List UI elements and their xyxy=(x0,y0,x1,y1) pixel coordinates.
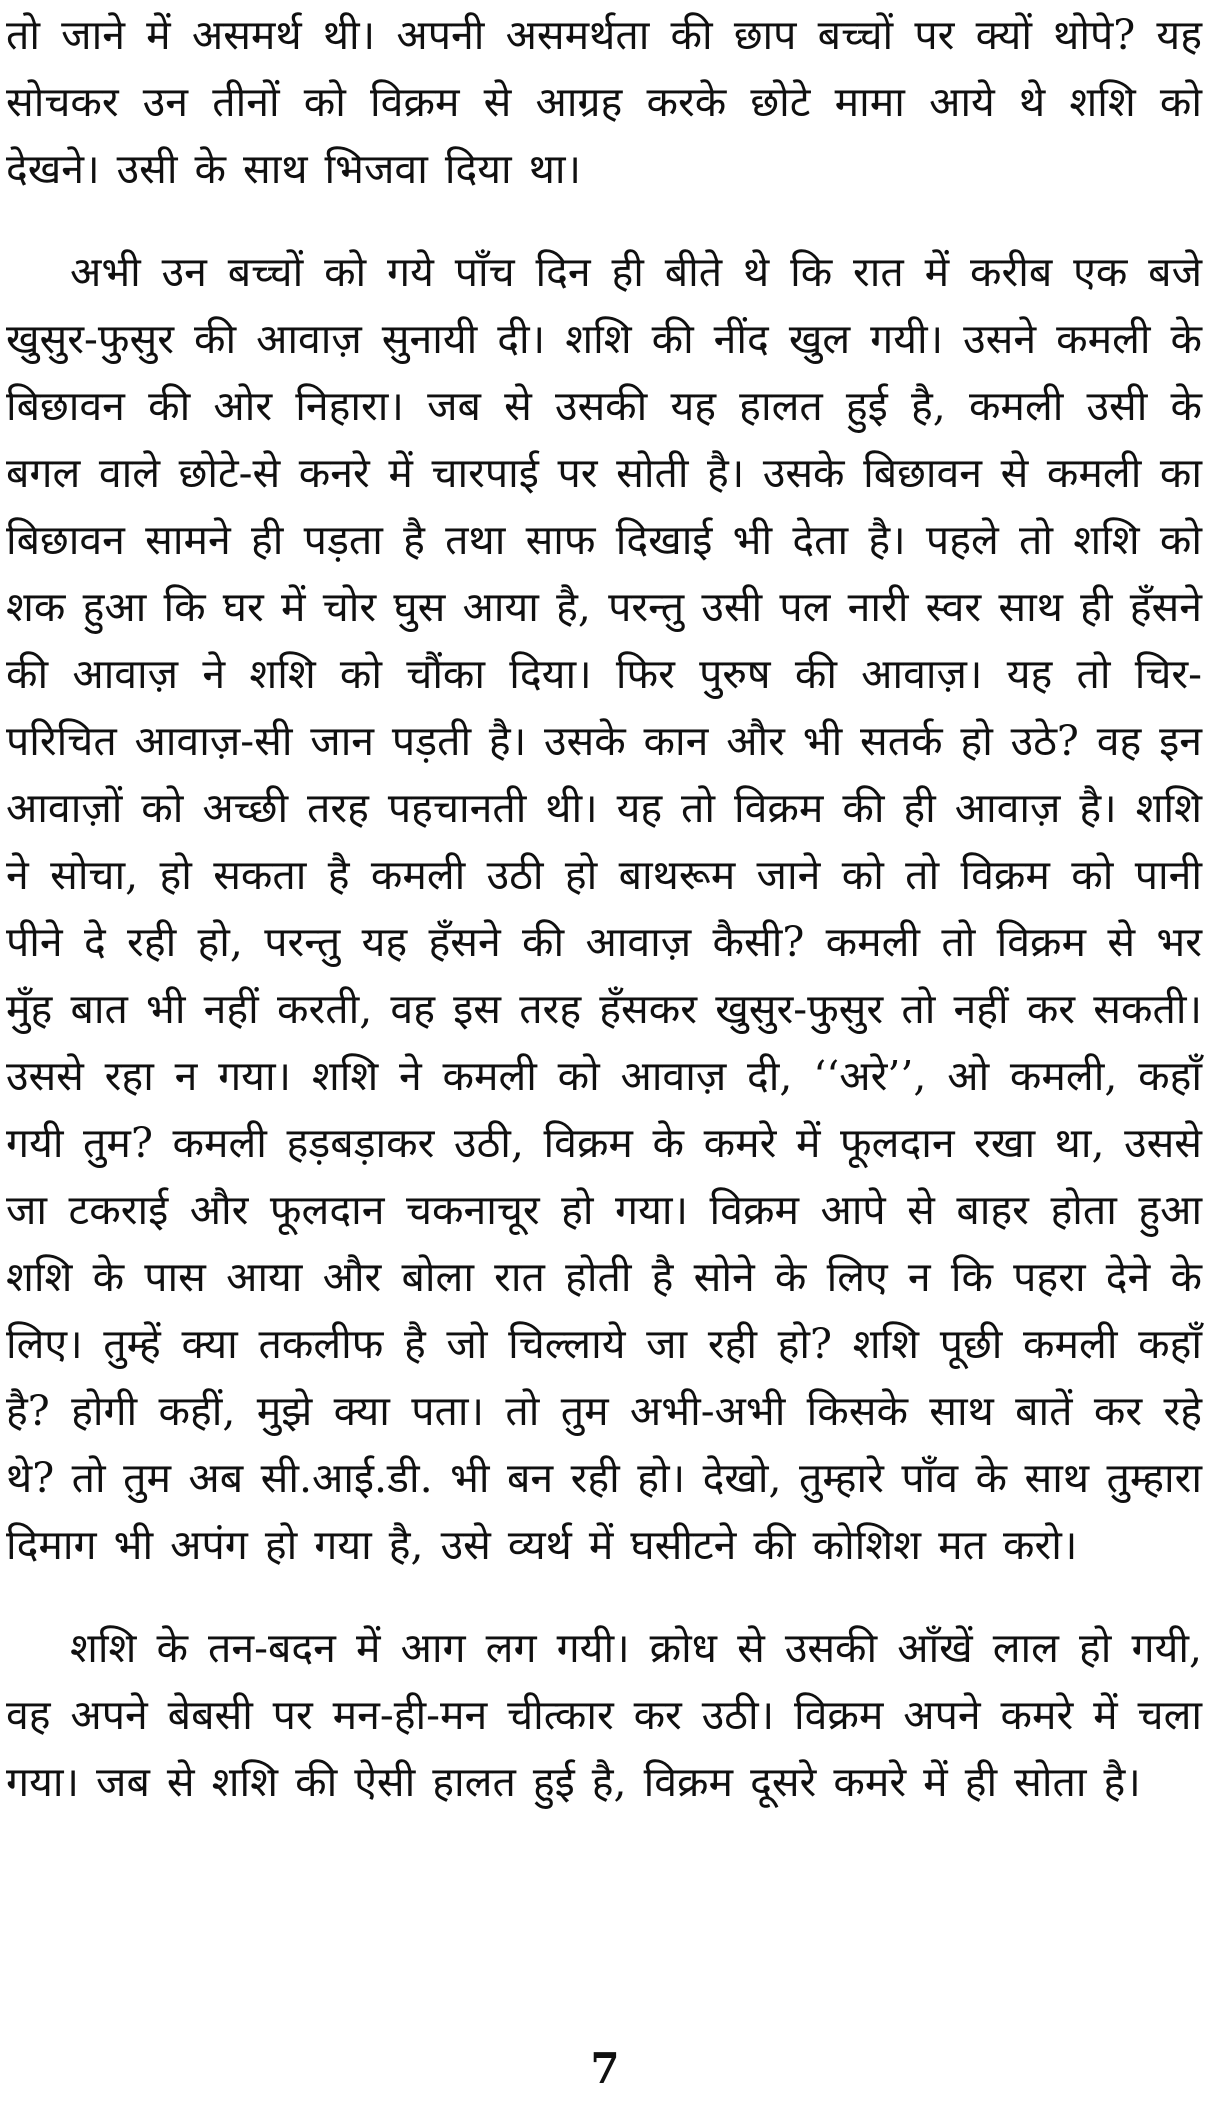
paragraph: तो जाने में असमर्थ थी। अपनी असमर्थता की छाप बच्चों पर क्यों थोपे? यह सोचकर उन तीनों को विक्रम से आग्रह करके छोटे मामा आये थे शशि को देखने। उसी के साथ भिजवा दिया था। xyxy=(6,11,1202,193)
paragraph: शशि के तन-बदन में आग लग गयी। क्रोध से उसकी आँखें लाल हो गयी, वह अपने बेबसी पर मन-ही-मन चीत्कार कर उठी। विक्रम अपने कमरे में चला गया। जब से शशि की ऐसी हालत हुई है, विक्रम दूसरे कमरे में ही सोता है। xyxy=(6,1624,1202,1806)
page-number: 7 xyxy=(590,2044,620,2093)
paragraph: अभी उन बच्चों को गये पाँच दिन ही बीते थे कि रात में करीब एक बजे खुसुर-फुसुर की आवाज़ सुनायी दी। शशि की नींद खुल गयी। उसने कमली के बिछावन की ओर निहारा। जब से उसकी यह हालत हुई है, कमली उसी के बगल वाले छोटे-से कनरे में चारपाई पर सोती है। उसके बिछावन से कमली का बिछावन सामने ही पड़ता है तथा साफ दिखाई भी देता है। पहले तो शशि को शक हुआ कि घर में चोर घुस आया है, परन्तु उसी पल नारी स्वर साथ ही हँसने की आवाज़ ने शशि को चौंका दिया। फिर पुरुष की आवाज़। यह तो चिर-परिचित आवाज़-सी जान पड़ती है। उसके कान और भी सतर्क हो उठे? वह इन आवाज़ों को अच्छी तरह पहचानती थी। यह तो विक्रम की ही आवाज़ है। शशि ने सोचा, हो सकता है कमली उठी हो बाथरूम जाने को तो विक्रम को पानी पीने दे रही हो, परन्तु यह हँसने की आवाज़ कैसी? कमली तो विक्रम से भर मुँह बात भी नहीं करती, वह इस तरह हँसकर खुसुर-फुसुर तो नहीं कर सकती। उससे रहा न गया। शशि ने कमली को आवाज़ दी, ‘‘अरे’’, ओ कमली, कहाँ गयी तुम? कमली हड़बड़ाकर उठी, विक्रम के कमरे में फूलदान रखा था, उससे जा टकराई और फूलदान चकनाचूर हो गया। विक्रम आपे से बाहर होता हुआ शशि के पास आया और बोला रात होती है सोने के लिए न कि पहरा देने के लिए। तुम्हें क्या तकलीफ है जो चिल्लाये जा रही हो? शशि पूछी कमली कहाँ है? होगी कहीं, मुझे क्या पता। तो तुम अभी-अभी किसके साथ बातें कर रहे थे? तो तुम अब सी.आई.डी. भी बन रही हो। देखो, तुम्हारे पाँव के साथ तुम्हारा दिमाग भी अपंग हो गया है, उसे व्यर्थ में घसीटने की कोशिश मत करो। xyxy=(6,248,1202,1569)
